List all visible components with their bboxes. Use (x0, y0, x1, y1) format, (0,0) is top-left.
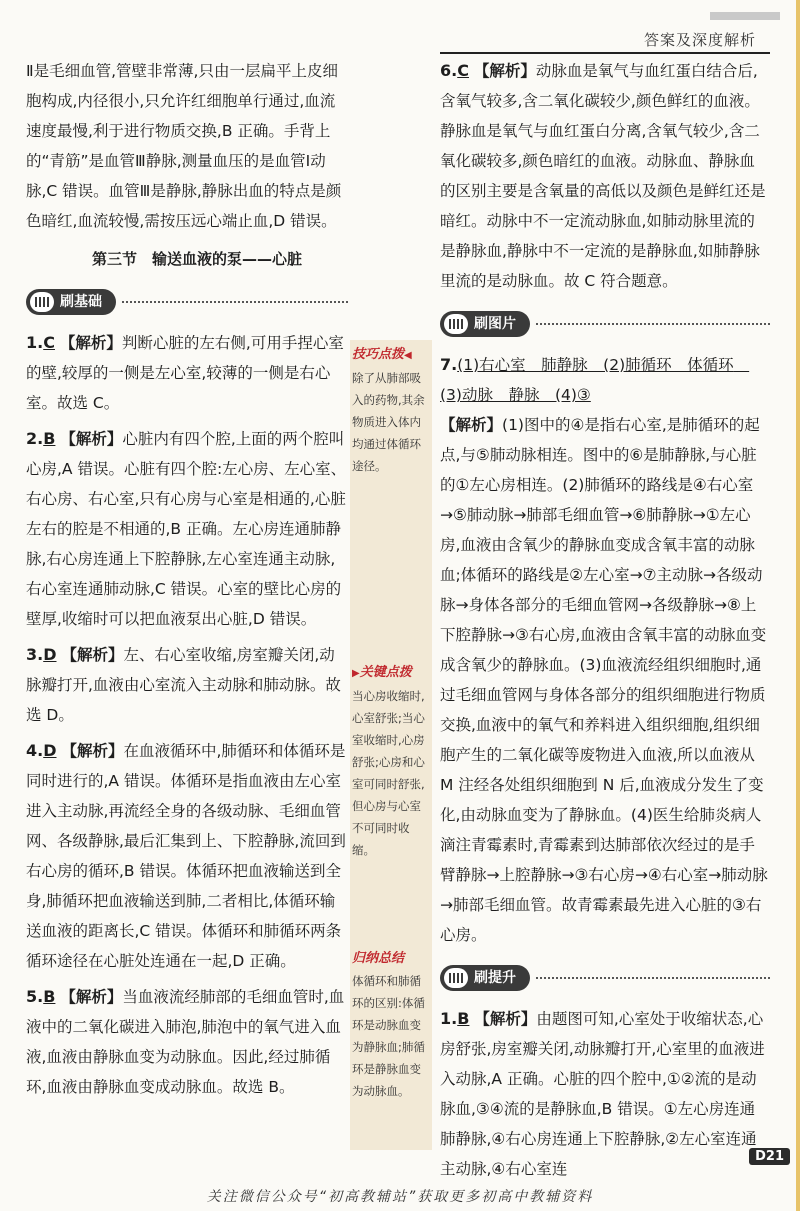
side-note-key (352, 662, 430, 861)
question-number: 2. (26, 429, 44, 448)
answer-list: (1)右心室 肺静脉 (2)肺循环 体循环 (3)动脉 静脉 (4)③ (440, 356, 750, 404)
banner-dots (536, 977, 770, 979)
analysis-text: 心脏内有四个腔,上面的两个腔叫心房,A 错误。心脏有四个腔:左心房、左心室、右心房、右心室,只有心房与心室是相通的,心脏左右的腔是不相通的,B 正确。左心房连通肺静脉,右心房连通上下腔静脉,左心室连通主动脉,右心室连通肺动脉,C 错误。心室的壁比心房的壁厚,收缩时可以把血液泵出心脏,D 错误。 (26, 430, 347, 628)
brush-icon (444, 968, 468, 988)
answer-item-5 (26, 982, 348, 1102)
banner-pill (440, 965, 530, 991)
analysis-text: 动脉血是氧气与血红蛋白结合后,含氧气较多,含二氧化碳较少,颜色鲜红的血液。静脉血是氧气与血红蛋白分离,含氧气较少,含二氧化碳较多,颜色暗红的血液。动脉血、静脉血的区别主要是含氧量的高低以及颜色是鲜红还是暗红。动脉中不一定流动脉血,如肺动脉里流的是静脉血,静脉中不一定流的是静脉血,如肺静脉里流的是动脉血。故 C 符合题意。 (440, 62, 766, 290)
banner-label: 刷提升 (474, 970, 516, 986)
question-number: 1. (440, 1009, 458, 1028)
banner-improve (440, 962, 770, 994)
answer-item-6 (440, 56, 770, 296)
answer-letter: B (43, 987, 56, 1006)
side-notes (350, 340, 432, 1150)
answer-item-4 (26, 736, 348, 976)
page-edge-strip (796, 0, 800, 1211)
analysis-label: 【解析】 (440, 416, 503, 434)
answer-item-1 (26, 328, 348, 418)
brush-icon (30, 292, 54, 312)
arrow-left-icon: ◀ (404, 350, 412, 361)
header-title: 答案及深度解析 (643, 31, 756, 49)
header-rule (440, 52, 770, 54)
analysis-text: 在血液循环中,肺循环和体循环是同时进行的,A 错误。体循环是指血液由左心室进入主动脉,再流经全身的各级动脉、毛细血管网、各级静脉,最后汇集到上、下腔静脉,流回到右心房的循环,B 错误。体循环把血液输送到全身,肺循环把血液输送到肺,二者相比,体循环输送血液的距离长,C 错误。体循环和肺循环两条循环途径在心脏处连通在一起,D 正确。 (26, 742, 346, 970)
side-note-text: 除了从肺部吸入的药物,其余物质进入体内均通过体循环途径。 (352, 371, 425, 473)
analysis-text: 由题图可知,心室处于收缩状态,心房舒张,房室瓣关闭,动脉瓣打开,心室里的血液进入动脉,A 正确。心脏的四个腔中,①②流的是动脉血,③④流的是静脉血,B 错误。①左心房连通肺静脉,④右心房连通上下腔静脉,②左心室连通主动脉,④右心室连 (440, 1010, 765, 1178)
answer-letter: C (43, 333, 55, 352)
banner-label: 刷图片 (474, 316, 516, 332)
question-number: 4. (26, 741, 44, 760)
answer-letter: B (457, 1009, 470, 1028)
question-number: 7. (440, 355, 458, 374)
question-number: 3. (26, 645, 44, 664)
brush-icon (444, 314, 468, 334)
answer-letter: B (43, 429, 56, 448)
banner-pill (26, 289, 116, 315)
footer-note: 关注微信公众号“初高教辅站”获取更多初高中教辅资料 (206, 1189, 594, 1205)
analysis-text: 判断心脏的左右侧,可用手捏心室的壁,较厚的一侧是左心室,较薄的一侧是右心室。故选 C。 (26, 334, 344, 412)
side-note-head: ▶关键点拨 (352, 665, 412, 680)
analysis-label: 【解析】 (60, 430, 123, 448)
analysis-label: 【解析】 (60, 988, 123, 1006)
answer-item-2 (26, 424, 348, 634)
side-note-head: 技巧点拨◀ (352, 347, 412, 362)
analysis-label: 【解析】 (474, 1010, 537, 1028)
answer-letter: D (43, 741, 57, 760)
side-note-head: 归纳总结 (352, 951, 405, 966)
page-number: D21 (749, 1148, 790, 1165)
side-note-text: 当心房收缩时,心室舒张;当心室收缩时,心房舒张;心房和心室可同时舒张,但心房与心室不可同时收缩。 (352, 689, 425, 857)
analysis-label: 【解析】 (61, 742, 124, 760)
analysis-text: (1)图中的④是指右心室,是肺循环的起点,与⑤肺动脉相连。图中的⑥是肺静脉,与心脏的①左心房相连。(2)肺循环的路线是④右心室→⑤肺动脉→肺部毛细血管→⑥肺静脉→①左心房,血液由含氧少的静脉血变成含氧丰富的动脉血;体循环的路线是②左心室→⑦主动脉→各级动脉→身体各部分的毛细血管网→各级静脉→⑧上下腔静脉→③右心房,血液由含氧丰富的动脉血变成含氧少的静脉血。(3)血液流经组织细胞时,通过毛细血管网与身体各部分的组织细胞进行物质交换,血液中的氧气和养料进入组织细胞,组织细胞产生的二氧化碳等废物进入血液,所以血液从 M 注经各处组织细胞到 N 后,血液成分发生了变化,由动脉血变为了静脉血。(4)医生给肺炎病人滴注青霉素时,青霉素到达肺部依次经过的是手臂静脉→上腔静脉→③右心房→④右心室→肺动脉→肺部毛细血管。故青霉素最先进入心脏的③右心房。 (440, 416, 768, 944)
analysis-text: 左、右心室收缩,房室瓣关闭,动脉瓣打开,血液由心室流入主动脉和肺动脉。故选 D。 (26, 646, 341, 724)
analysis-text: 当血液流经肺部的毛细血管时,血液中的二氧化碳进入肺泡,肺泡中的氧气进入血液,血液由静脉血变为动脉血。因此,经过肺循环,血液由静脉血变成动脉血。故选 B。 (26, 988, 345, 1096)
arrow-right-icon: ▶ (352, 668, 360, 679)
answer-letter: C (457, 61, 469, 80)
answer-item-7 (440, 350, 770, 950)
side-note-text: 体循环和肺循环的区别:体循环是动脉血变为静脉血;肺循环是静脉血变为动脉血。 (352, 974, 425, 1098)
section-title: 第三节 输送血液的泵——心脏 (91, 250, 302, 268)
side-note-tip (352, 344, 430, 477)
banner-dots (536, 323, 770, 325)
header-decoration (710, 12, 780, 20)
question-number: 6. (440, 61, 458, 80)
intro-paragraph: Ⅱ是毛细血管,管壁非常薄,只由一层扁平上皮细胞构成,内径很小,只允许红细胞单行通过,血流速度最慢,利于进行物质交换,B 正确。手背上的“青筋”是血管Ⅲ静脉,测量血压的是血管Ⅰ动脉,C 错误。血管Ⅲ是静脉,静脉出血的特点是颜色暗红,血流较慢,需按压远心端止血,D 错误。 (26, 62, 342, 230)
answer-item-3 (26, 640, 348, 730)
left-column (26, 56, 348, 1108)
analysis-label: 【解析】 (61, 646, 124, 664)
banner-basics (26, 286, 348, 318)
answer-item-1b (440, 1004, 770, 1184)
banner-label: 刷基础 (60, 294, 102, 310)
right-column (440, 56, 770, 1190)
answer-letter: D (43, 645, 57, 664)
banner-pill (440, 311, 530, 337)
analysis-label: 【解析】 (59, 334, 122, 352)
question-number: 1. (26, 333, 44, 352)
question-number: 5. (26, 987, 44, 1006)
banner-dots (122, 301, 348, 303)
banner-figures (440, 308, 770, 340)
side-note-summary (352, 948, 430, 1102)
analysis-label: 【解析】 (473, 62, 536, 80)
